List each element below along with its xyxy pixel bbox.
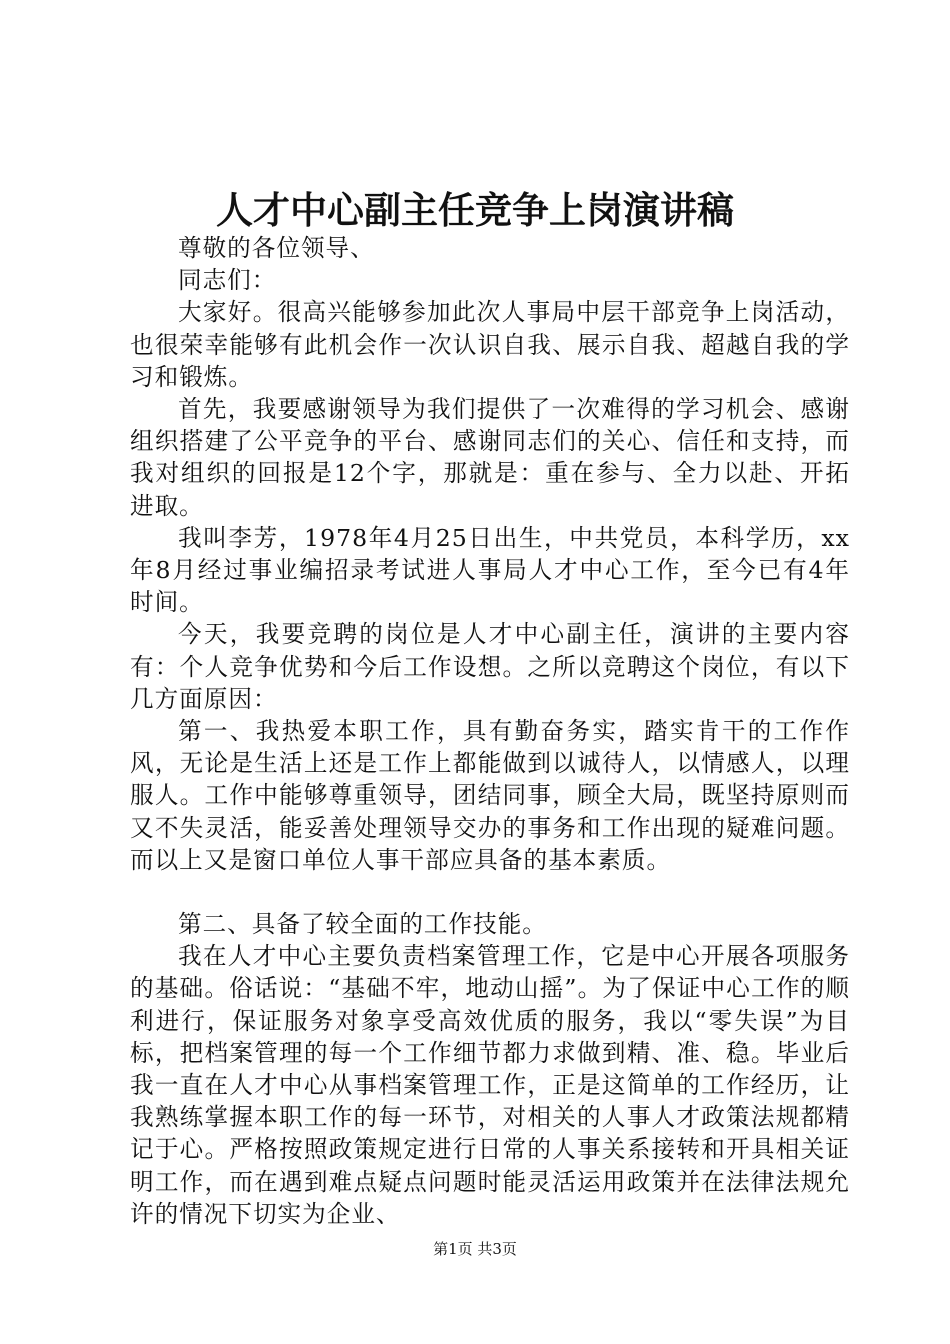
paragraph-introduction: 我叫李芳，1978年4月25日出生，中共党员，本科学历，xx年8月经过事业编招录考试进人事局人才中心工作，至今已有4年时间。 bbox=[130, 523, 850, 617]
salutation-line-2: 同志们： bbox=[178, 266, 277, 295]
page-number-footer: 第1页 共3页 bbox=[433, 1240, 517, 1258]
paragraph-first-reason: 第一、我热爱本职工作，具有勤奋务实，踏实肯干的工作作风，无论是生活上还是工作上都能做到以诚待人，以情感人，以理服人。工作中能够尊重领导，团结同事，顾全大局，既坚持原则而又不失灵活，能妥善处理领导交办的事务和工作出现的疑难问题。而以上又是窗口单位人事干部应具备的基本素质。 bbox=[130, 717, 850, 874]
paragraph-position: 今天，我要竞聘的岗位是人才中心副主任，演讲的主要内容有：个人竞争优势和今后工作设想。之所以竞聘这个岗位，有以下几方面原因： bbox=[130, 620, 850, 713]
paragraph-spacer bbox=[130, 876, 850, 908]
paragraph-greeting: 大家好。很高兴能够参加此次人事局中层干部竞争上岗活动，也很荣幸能够有此机会作一次认识自我、展示自我、超越自我的学习和锻炼。 bbox=[130, 298, 850, 391]
paragraph-second-heading: 第二、具备了较全面的工作技能。 bbox=[178, 910, 547, 939]
paragraph-archive-work: 我在人才中心主要负责档案管理工作，它是中心开展各项服务的基础。俗话说：“基础不牢，地动山摇”。为了保证中心工作的顺利进行，保证服务对象享受高效优质的服务，我以“零失误”为目标，把档案管理的每一个工作细节都力求做到精、准、稳。毕业后我一直在人才中心从事档案管理工作，正是这简单的工作经历，让我熟练掌握本职工作的每一环节，对相关的人事人才政策法规都精记于心。严格按照政策规定进行日常的人事关系接转和开具相关证明工作，而在遇到难点疑点问题时能灵活运用政策并在法律法规允许的情况下切实为企业、 bbox=[130, 942, 850, 1228]
document-title: 人才中心副主任竞争上岗演讲稿 bbox=[216, 188, 734, 232]
salutation-line-1: 尊敬的各位领导、 bbox=[178, 234, 375, 262]
document-body bbox=[130, 232, 850, 1230]
paragraph-thanks: 首先，我要感谢领导为我们提供了一次难得的学习机会、感谢组织搭建了公平竞争的平台、感谢同志们的关心、信任和支持，而我对组织的回报是12个字，那就是：重在参与、全力以赴、开拓进取。 bbox=[130, 395, 850, 520]
